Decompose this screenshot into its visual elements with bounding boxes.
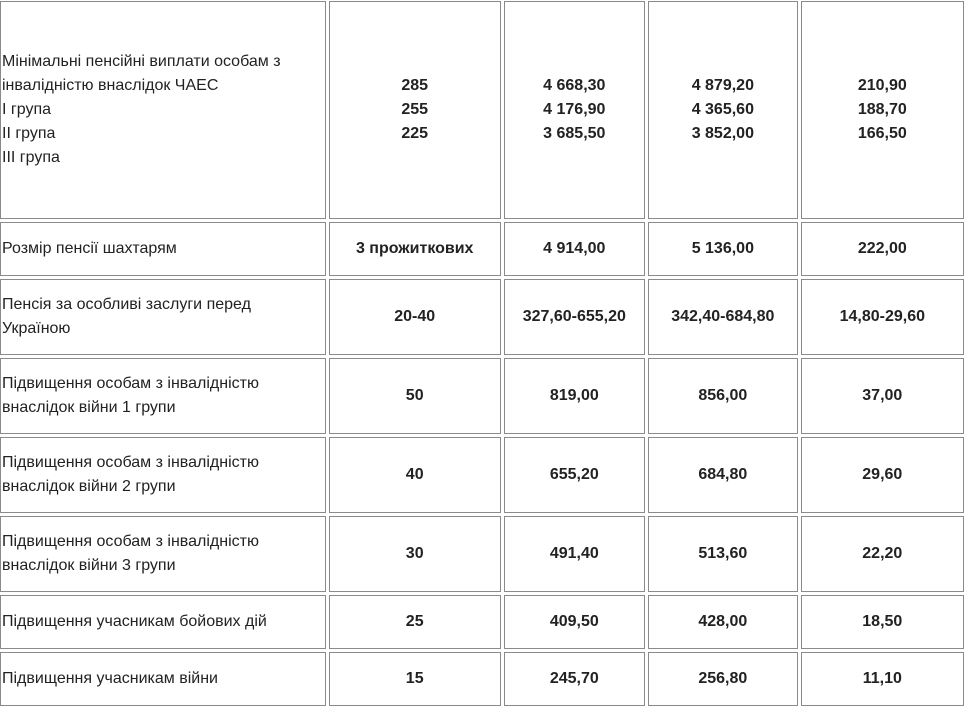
row-label: Розмір пенсії шахтарям	[0, 222, 326, 276]
table-cell: 37,00	[801, 358, 964, 434]
table-row	[0, 358, 964, 434]
table-cell: 20-40	[329, 279, 501, 355]
table-cell: 29,60	[801, 437, 964, 513]
table-cell: 684,80	[648, 437, 798, 513]
row-label	[0, 279, 326, 355]
table-cell: 256,80	[648, 652, 798, 706]
cell-value: 210,90	[857, 77, 907, 94]
table-row	[0, 595, 964, 649]
table-cell: 11,10	[801, 652, 964, 706]
cell-value: 225	[401, 125, 429, 142]
table-cell: 655,20	[504, 437, 646, 513]
group-label: І група	[2, 101, 52, 118]
row-label	[0, 516, 326, 592]
table-cell: 245,70	[504, 652, 646, 706]
table-cell: 491,40	[504, 516, 646, 592]
table-cell: 856,00	[648, 358, 798, 434]
table-cell: 40	[329, 437, 501, 513]
table-cell: 342,40-684,80	[648, 279, 798, 355]
group-label: ІІІ група	[2, 149, 60, 166]
row-label-text: Підвищення особам з інвалідністю внаслідок війни 3 групи	[2, 533, 259, 574]
table-cell: 428,00	[648, 595, 798, 649]
cell-value: 4 668,30	[543, 77, 606, 94]
table-row	[0, 222, 964, 276]
table-cell: 30	[329, 516, 501, 592]
table-cell: 222,00	[801, 222, 964, 276]
cell-value: 3 685,50	[543, 125, 606, 142]
cell-value: 4 176,90	[543, 101, 606, 118]
group-label: ІІ група	[2, 125, 56, 142]
table-row	[0, 279, 964, 355]
cell-value: 166,50	[857, 125, 907, 142]
row-label	[0, 358, 326, 434]
table-cell: 15	[329, 652, 501, 706]
row-label: Підвищення учасникам війни	[0, 652, 326, 706]
table-cell: 25	[329, 595, 501, 649]
table-row	[0, 1, 964, 219]
row-label	[0, 1, 326, 219]
row-label-text: Підвищення особам з інвалідністю внаслідок війни 1 групи	[2, 375, 259, 416]
cell-value: 188,70	[857, 101, 907, 118]
row-label	[0, 437, 326, 513]
table-row	[0, 652, 964, 706]
row-label-text: Підвищення особам з інвалідністю внаслідок війни 2 групи	[2, 454, 259, 495]
table-cell: 819,00	[504, 358, 646, 434]
row-label-text: Пенсія за особливі заслуги перед Україною	[2, 296, 251, 337]
chaes-title: Мінімальні пенсійні виплати особам з інвалідністю внаслідок ЧАЕС	[2, 53, 281, 94]
table-cell	[504, 1, 646, 219]
table-row	[0, 437, 964, 513]
table-cell: 409,50	[504, 595, 646, 649]
table-cell: 18,50	[801, 595, 964, 649]
row-label: Підвищення учасникам бойових дій	[0, 595, 326, 649]
table-cell: 3 прожиткових	[329, 222, 501, 276]
cell-value: 4 879,20	[691, 77, 754, 94]
cell-value: 4 365,60	[691, 101, 754, 118]
table-row	[0, 516, 964, 592]
cell-value: 255	[401, 101, 429, 118]
table-cell: 5 136,00	[648, 222, 798, 276]
table-cell	[329, 1, 501, 219]
table-cell: 14,80-29,60	[801, 279, 964, 355]
table-cell: 4 914,00	[504, 222, 646, 276]
table-cell	[648, 1, 798, 219]
table-cell: 327,60-655,20	[504, 279, 646, 355]
table-cell: 22,20	[801, 516, 964, 592]
cell-value: 3 852,00	[691, 125, 754, 142]
cell-value: 285	[401, 77, 429, 94]
table-cell: 50	[329, 358, 501, 434]
table-cell	[801, 1, 964, 219]
table-cell: 513,60	[648, 516, 798, 592]
